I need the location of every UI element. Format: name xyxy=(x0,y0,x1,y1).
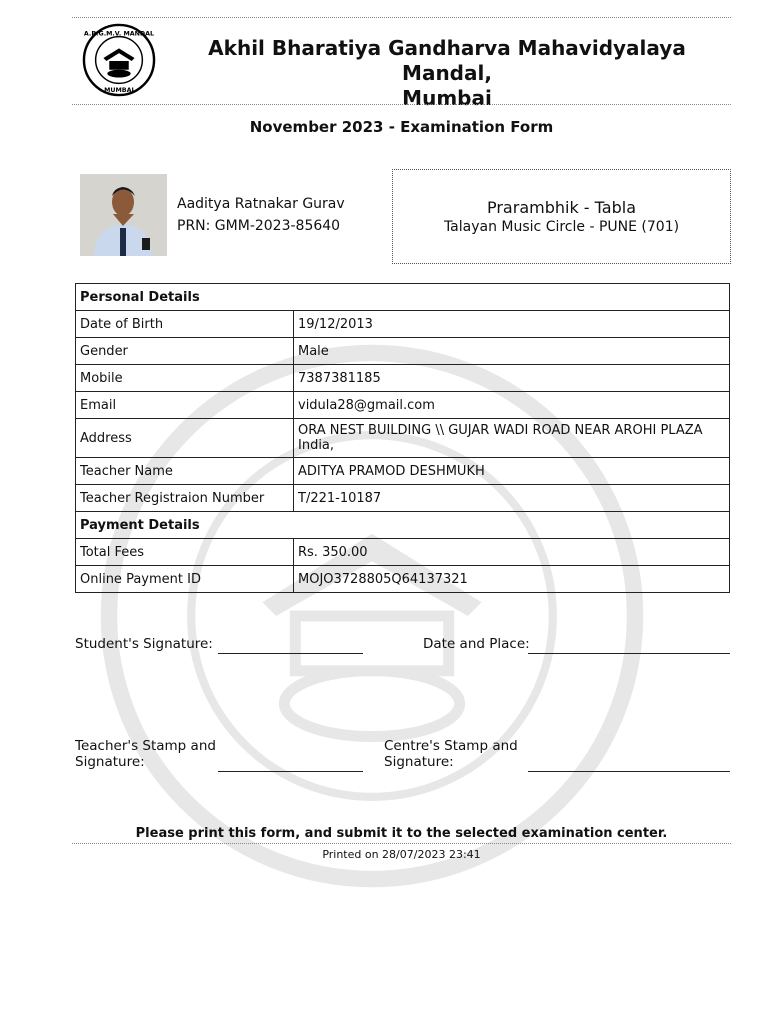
top-rule xyxy=(72,17,731,18)
table-row xyxy=(76,458,730,485)
footer-rule xyxy=(72,843,731,844)
table-row xyxy=(76,419,730,458)
student-name: Aaditya Ratnakar Gurav xyxy=(177,196,345,212)
table-row xyxy=(76,566,730,593)
institution-line-2: Mumbai xyxy=(402,86,492,110)
row-value: vidula28@gmail.com xyxy=(294,392,730,419)
print-instruction: Please print this form, and submit it to the selected examination center. xyxy=(135,826,668,841)
table-row xyxy=(76,392,730,419)
row-value: ADITYA PRAMOD DESHMUKH xyxy=(294,458,730,485)
table-row xyxy=(76,365,730,392)
row-value: Male xyxy=(294,338,730,365)
row-value: 19/12/2013 xyxy=(294,311,730,338)
teacher-stamp-label: Teacher's Stamp and Signature: xyxy=(75,738,216,770)
row-value: 7387381185 xyxy=(294,365,730,392)
centre-stamp-line xyxy=(528,771,730,772)
row-label: Online Payment ID xyxy=(76,566,294,593)
row-value: MOJO3728805Q64137321 xyxy=(294,566,730,593)
svg-text:A.B.G.M.V. MANDAL: A.B.G.M.V. MANDAL xyxy=(83,30,155,38)
form-title: November 2023 - Examination Form xyxy=(249,118,554,136)
section-row xyxy=(76,284,730,311)
row-label: Gender xyxy=(76,338,294,365)
details-table xyxy=(75,283,730,593)
row-value: T/221-10187 xyxy=(294,485,730,512)
svg-text:MUMBAI: MUMBAI xyxy=(104,87,134,95)
row-label: Total Fees xyxy=(76,539,294,566)
date-place-label: Date and Place: xyxy=(423,636,530,652)
teacher-stamp-line xyxy=(218,771,363,772)
header-rule xyxy=(72,104,731,105)
payment-details-heading: Payment Details xyxy=(76,512,730,539)
date-place-line xyxy=(528,653,730,654)
section-row xyxy=(76,512,730,539)
personal-details-heading: Personal Details xyxy=(76,284,730,311)
student-photo xyxy=(80,174,167,256)
exam-level: Prarambhik - Tabla xyxy=(486,198,636,217)
row-label: Mobile xyxy=(76,365,294,392)
row-value: ORA NEST BUILDING \\ GUJAR WADI ROAD NEAR AROHI PLAZA India, xyxy=(294,419,730,458)
exam-centre: Talayan Music Circle - PUNE (701) xyxy=(443,219,680,235)
mandal-logo xyxy=(80,23,158,97)
table-row xyxy=(76,338,730,365)
table-row xyxy=(76,485,730,512)
exam-info-box xyxy=(392,169,731,264)
printed-timestamp: Printed on 28/07/2023 23:41 xyxy=(322,848,481,861)
centre-stamp-label: Centre's Stamp and Signature: xyxy=(384,738,518,770)
row-value: Rs. 350.00 xyxy=(294,539,730,566)
row-label: Teacher Name xyxy=(76,458,294,485)
row-label: Teacher Registraion Number xyxy=(76,485,294,512)
student-signature-line xyxy=(218,653,363,654)
row-label: Date of Birth xyxy=(76,311,294,338)
row-label: Address xyxy=(76,419,294,458)
table-row xyxy=(76,539,730,566)
student-signature-label: Student's Signature: xyxy=(75,636,213,652)
institution-title xyxy=(162,36,732,111)
row-label: Email xyxy=(76,392,294,419)
institution-line-1: Akhil Bharatiya Gandharva Mahavidyalaya Mandal, xyxy=(208,36,686,85)
student-prn: PRN: GMM-2023-85640 xyxy=(177,218,341,234)
table-row xyxy=(76,311,730,338)
